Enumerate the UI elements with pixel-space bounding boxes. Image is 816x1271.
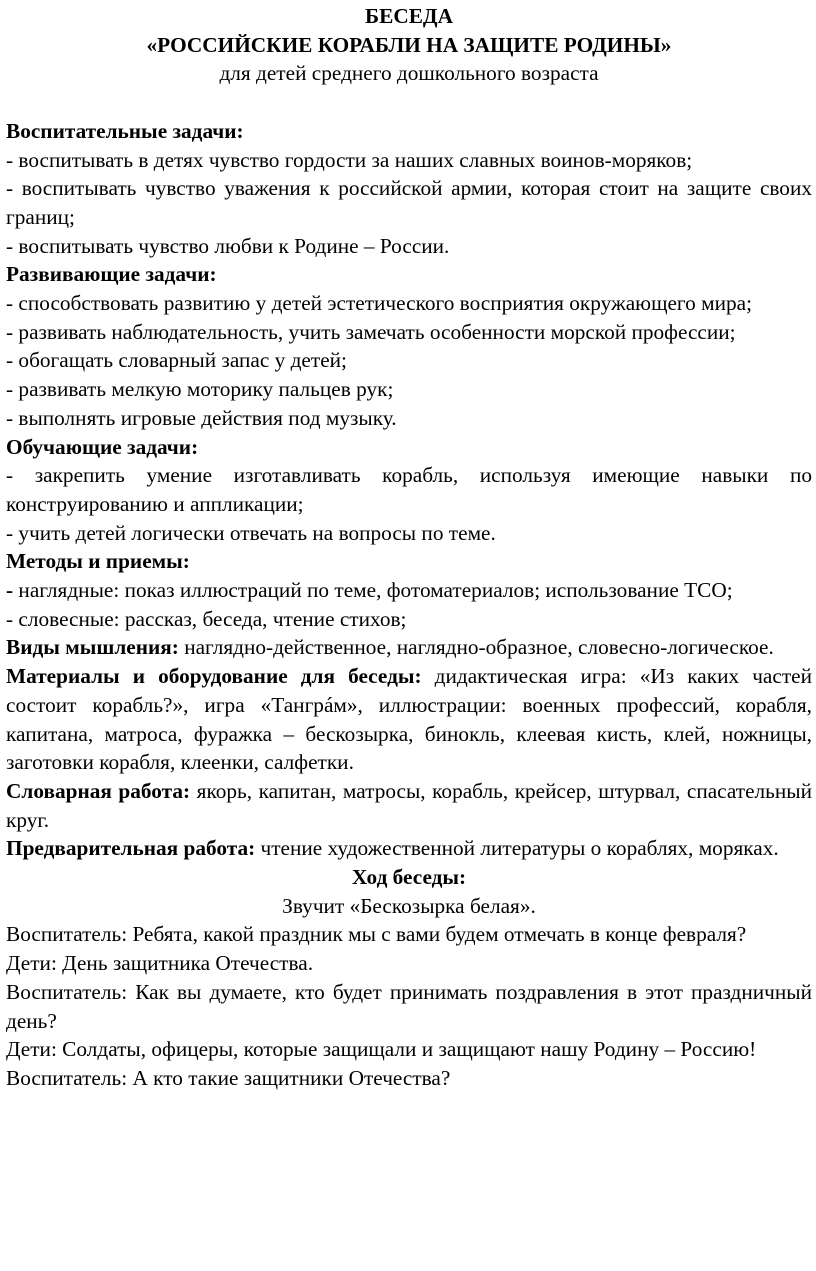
educational-task-item: - воспитывать чувство любви к Родине – России. [6,233,450,258]
document-title-line1: БЕСЕДА [365,4,453,28]
vocabulary-text: якорь, капитан, матросы, корабль, крейсер, штурвал, спасательный круг. [6,778,812,832]
dialogue-line: Дети: День защитника Отечества. [6,951,314,976]
methods-item-dash: - [6,578,14,603]
developing-task-item: - развивать наблюдательность, учить замечать особенности морской профессии; [6,319,736,344]
thinking-types [6,633,812,662]
materials-label: Материалы и оборудование для беседы: [6,664,422,689]
teaching-task-item: - закрепить умение изготавливать корабль, используя имеющие навыки по конструированию и аппликации; [6,463,812,516]
spacer [6,88,812,117]
developing-task-item: - обогащать словарный запас у детей; [6,348,347,373]
course-music-line: Звучит «Бескозырка белая». [282,893,536,918]
developing-task-item: - развивать мелкую моторику пальцев рук; [6,377,394,402]
educational-task-item: - воспитывать в детях чувство гордости за наших славных воинов-моряков; [6,147,693,172]
preliminary-text: чтение художественной литературы о кораблях, моряках. [255,836,779,861]
preliminary-label: Предварительная работа: [6,836,256,861]
methods-heading: Методы и приемы: [6,549,190,574]
dialogue-line: Воспитатель: А кто такие защитники Отечества? [6,1066,451,1090]
course-heading: Ход беседы: [351,865,467,890]
methods-item-visual-text: наглядные: показ иллюстраций по теме, фотоматериалов; использование ТСО; [13,578,733,603]
document-title-line2: «РОССИЙСКИЕ КОРАБЛИ НА ЗАЩИТЕ РОДИНЫ» [146,32,672,57]
educational-tasks-heading: Воспитательные задачи: [6,118,244,143]
thinking-types-label: Виды мышления: [6,635,179,660]
preliminary-work [6,834,812,863]
developing-task-item: - выполнять игровые действия под музыку. [6,405,397,430]
methods-item-visual [6,576,812,605]
developing-tasks-heading: Развивающие задачи: [6,262,217,287]
methods-item-verbal: - словесные: рассказ, беседа, чтение стихов; [6,606,407,631]
document-subtitle: для детей среднего дошкольного возраста [219,61,599,86]
dialogue-line: Воспитатель: Ребята, какой праздник мы с вами будем отмечать в конце февраля? [6,922,747,947]
thinking-types-text: наглядно-действенное, наглядно-образное, словесно-логическое. [178,635,774,660]
developing-task-item: - способствовать развитию у детей эстетического восприятия окружающего мира; [6,291,752,316]
dialogue-line: Воспитатель: Как вы думаете, кто будет принимать поздравления в этот праздничный день? [6,979,812,1033]
vocabulary-work [6,777,812,834]
dialogue-line: Дети: Солдаты, офицеры, которые защищали и защищают нашу Родину – Россию! [6,1037,757,1062]
educational-task-item: - воспитывать чувство уважения к российской армии, которая стоит на защите своих границ; [6,176,812,229]
materials-text: дидактическая игра: «Из каких частей состоит корабль?», игра «Тангрáм», иллюстрации: военных профессий, корабля, капитана, матроса, фуражка – бескозырка, бинокль, клеевая кисть, клей, ножницы, заготовки корабля, клеенки, салфетки. [6,664,812,775]
teaching-tasks-heading: Обучающие задачи: [6,434,199,459]
vocabulary-label: Словарная работа: [6,778,191,803]
teaching-task-item: - учить детей логически отвечать на вопросы по теме. [6,520,496,545]
materials-equipment [6,662,812,777]
